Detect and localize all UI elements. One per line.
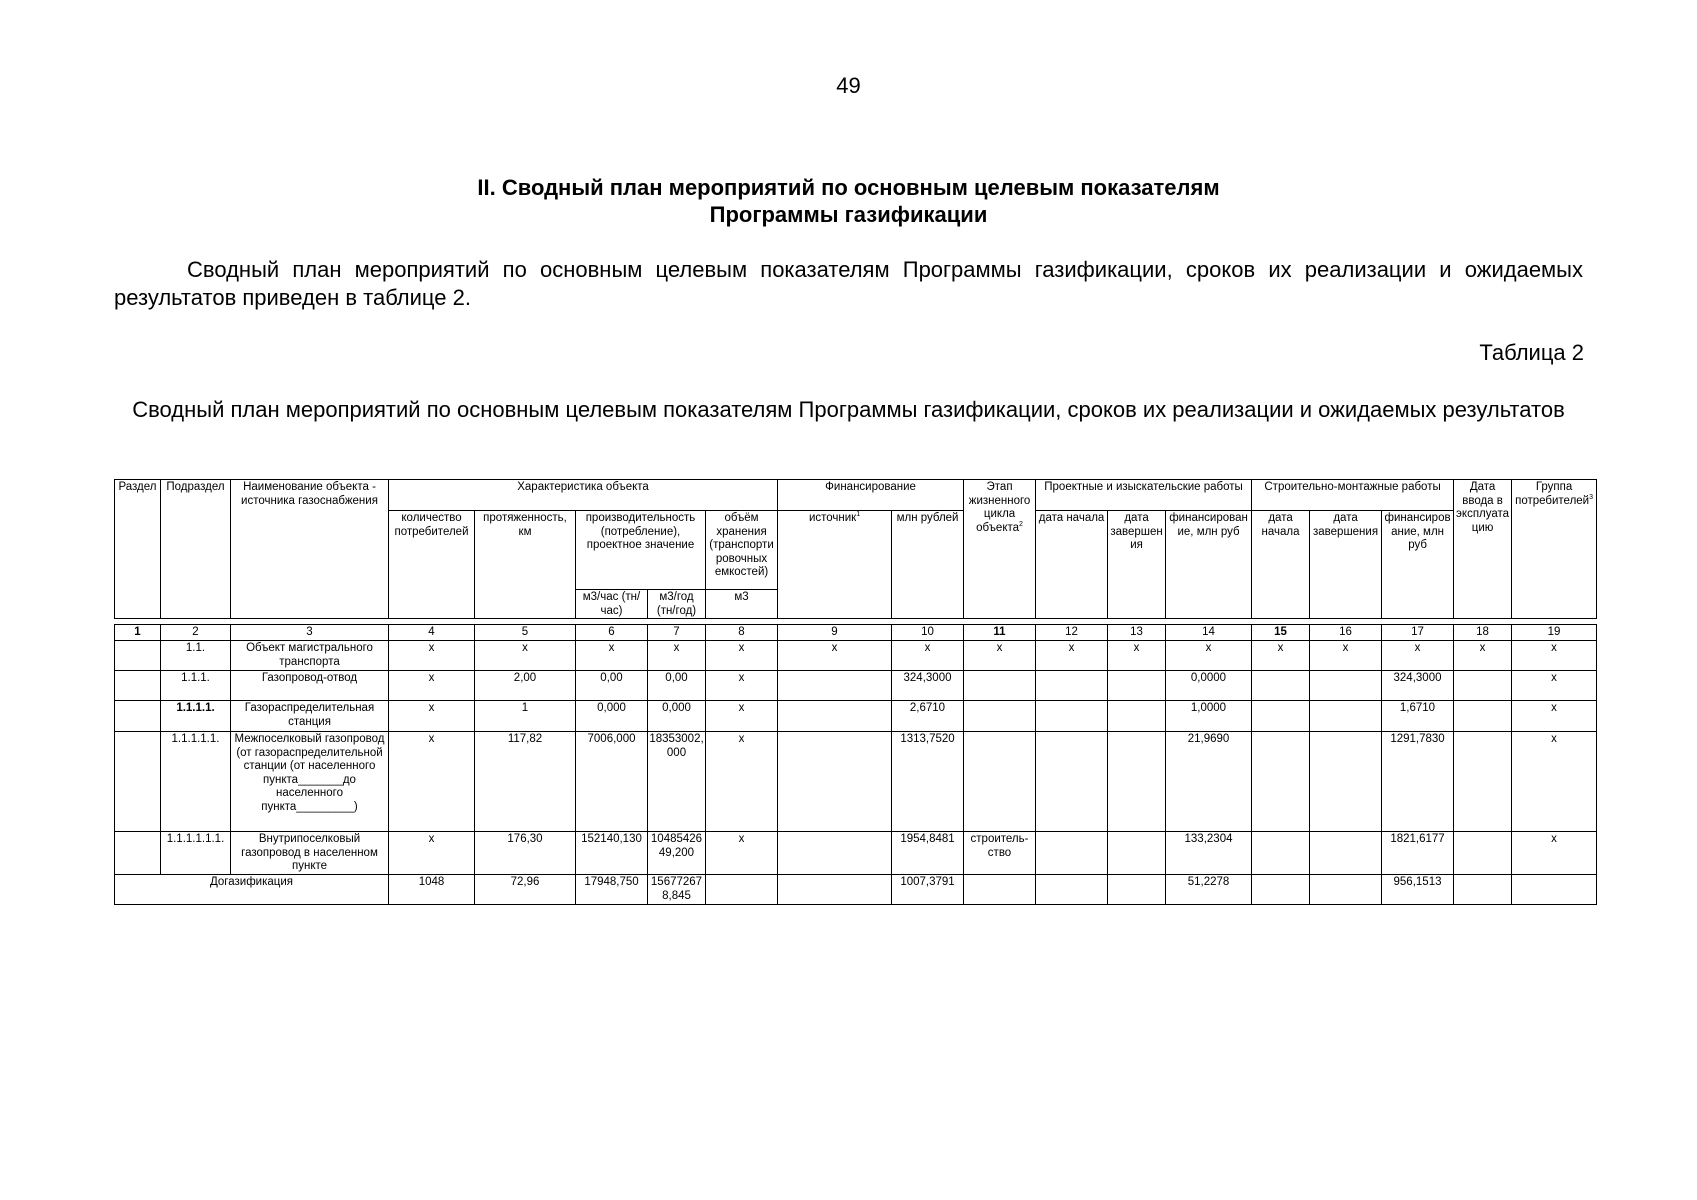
table-cell xyxy=(1108,701,1166,732)
table-cell: x xyxy=(1512,701,1597,732)
table-cell: x xyxy=(389,732,475,832)
table-cell xyxy=(1252,701,1310,732)
header-podrazdel: Подраздел xyxy=(161,480,231,619)
table-cell xyxy=(1310,875,1382,905)
table-cell: x xyxy=(706,832,778,875)
header-financing: Финансирование xyxy=(778,480,964,511)
table-cell xyxy=(1036,875,1108,905)
table-cell: Межпоселковый газопровод (от газораспределительной станции (от населенного пункта_______до населенного пункта_________) xyxy=(231,732,389,832)
table-cell: x xyxy=(1036,641,1108,671)
table-cell xyxy=(1454,875,1512,905)
table-header xyxy=(114,479,1597,619)
header-unit-m3: м3 xyxy=(706,590,778,619)
table-cell: 133,2304 xyxy=(1166,832,1252,875)
table-row xyxy=(115,671,1597,701)
column-number: 15 xyxy=(1252,625,1310,641)
table-cell: 956,1513 xyxy=(1382,875,1454,905)
table-cell xyxy=(1252,875,1310,905)
table-cell xyxy=(1108,875,1166,905)
column-number: 3 xyxy=(231,625,389,641)
table-cell: x xyxy=(1166,641,1252,671)
table-cell: 176,30 xyxy=(475,832,576,875)
table-cell: 1,0000 xyxy=(1166,701,1252,732)
table-cell xyxy=(964,701,1036,732)
table-cell: 2,00 xyxy=(475,671,576,701)
table-cell xyxy=(1454,732,1512,832)
header-unit-m3y: м3/год (тн/год) xyxy=(648,590,706,619)
table-cell: 1313,7520 xyxy=(892,732,964,832)
table-cell xyxy=(964,671,1036,701)
intro-paragraph: Сводный план мероприятий по основным целевым показателям Программы газификации, сроков их реализации и ожидаемых результатов приведен в таблице 2. xyxy=(114,257,1583,310)
column-number: 6 xyxy=(576,625,648,641)
table-cell: x xyxy=(1310,641,1382,671)
table-cell xyxy=(1454,701,1512,732)
column-number: 12 xyxy=(1036,625,1108,641)
column-number: 9 xyxy=(778,625,892,641)
column-number: 10 xyxy=(892,625,964,641)
table-cell: 1007,3791 xyxy=(892,875,964,905)
table-cell: x xyxy=(475,641,576,671)
table-cell: 0,000 xyxy=(648,701,706,732)
header-consumer-group: Группа потребителей$^3$ xyxy=(1512,480,1597,619)
table-cell: 0,00 xyxy=(576,671,648,701)
table-cell xyxy=(1512,875,1597,905)
header-object-name: Наименование объекта - источника газоснабжения xyxy=(231,480,389,619)
column-number: 16 xyxy=(1310,625,1382,641)
table-cell: x xyxy=(706,732,778,832)
table-cell: x xyxy=(892,641,964,671)
table-cell: Газопровод-отвод xyxy=(231,671,389,701)
table-row xyxy=(115,701,1597,732)
table-cell: x xyxy=(389,701,475,732)
table-cell: 1048 xyxy=(389,875,475,905)
column-number: 13 xyxy=(1108,625,1166,641)
table-cell xyxy=(1454,832,1512,875)
table-cell: 1954,8481 xyxy=(892,832,964,875)
table-cell: 51,2278 xyxy=(1166,875,1252,905)
table-cell: 1.1.1.1. xyxy=(161,701,231,732)
table-cell: строитель-ство xyxy=(964,832,1036,875)
table-cell xyxy=(1108,732,1166,832)
table-cell: x xyxy=(778,641,892,671)
table-cell xyxy=(1310,671,1382,701)
header-razdel: Раздел xyxy=(115,480,161,619)
table-cell: x xyxy=(1512,641,1597,671)
header-source: источник$^1$ xyxy=(778,511,892,619)
header-characteristics: Характеристика объекта xyxy=(389,480,778,511)
column-number: 4 xyxy=(389,625,475,641)
table-cell xyxy=(778,875,892,905)
table-cell: x xyxy=(1454,641,1512,671)
section-title-line1: II. Сводный план мероприятий по основным целевым показателям xyxy=(477,175,1220,200)
column-number: 11 xyxy=(964,625,1036,641)
table-cell: Внутрипоселковый газопровод в населенном пункте xyxy=(231,832,389,875)
header-design-end: дата завершения xyxy=(1108,511,1166,619)
page-number: 49 xyxy=(836,73,861,98)
table-cell: 117,82 xyxy=(475,732,576,832)
table-cell xyxy=(1036,732,1108,832)
column-number: 5 xyxy=(475,625,576,641)
table-cell: Объект магистрального транспорта xyxy=(231,641,389,671)
table-cell: Газораспределительная станция xyxy=(231,701,389,732)
header-constr-end: дата завершения xyxy=(1310,511,1382,619)
table-cell: x xyxy=(576,641,648,671)
table-cell xyxy=(778,671,892,701)
table-cell: 0,000 xyxy=(576,701,648,732)
table-cell: 18353002,000 xyxy=(648,732,706,832)
section-title xyxy=(0,174,1697,228)
table-cell xyxy=(1252,671,1310,701)
table-cell xyxy=(964,875,1036,905)
table-cell xyxy=(706,875,778,905)
column-number: 8 xyxy=(706,625,778,641)
total-row-label: Догазификация xyxy=(115,875,389,905)
table-cell xyxy=(1108,832,1166,875)
table-cell xyxy=(115,701,161,732)
table-cell: x xyxy=(1512,732,1597,832)
table-cell: x xyxy=(706,671,778,701)
table-cell: x xyxy=(389,832,475,875)
table-cell: 152140,130 xyxy=(576,832,648,875)
total-row xyxy=(115,875,1597,905)
table-cell: 1,6710 xyxy=(1382,701,1454,732)
column-number: 18 xyxy=(1454,625,1512,641)
table-cell: 72,96 xyxy=(475,875,576,905)
header-length: протяженность, км xyxy=(475,511,576,619)
table-cell: 0,00 xyxy=(648,671,706,701)
table-cell: x xyxy=(1382,641,1454,671)
table-cell xyxy=(1036,701,1108,732)
header-mln-rub: млн рублей xyxy=(892,511,964,619)
table-cell: 1 xyxy=(475,701,576,732)
header-constr-start: дата начала xyxy=(1252,511,1310,619)
table-cell xyxy=(1310,832,1382,875)
header-unit-m3h: м3/час (тн/час) xyxy=(576,590,648,619)
table-cell xyxy=(115,732,161,832)
table-row xyxy=(115,732,1597,832)
table-cell: x xyxy=(389,641,475,671)
table-cell: 1.1.1. xyxy=(161,671,231,701)
column-number: 14 xyxy=(1166,625,1252,641)
table-row xyxy=(115,641,1597,671)
table-cell: 1.1. xyxy=(161,641,231,671)
table-cell xyxy=(1454,671,1512,701)
table-cell: 1291,7830 xyxy=(1382,732,1454,832)
table-cell: x xyxy=(648,641,706,671)
table-cell: 324,3000 xyxy=(892,671,964,701)
table-row xyxy=(115,832,1597,875)
column-number: 19 xyxy=(1512,625,1597,641)
table-cell: x xyxy=(706,701,778,732)
table-cell: 2,6710 xyxy=(892,701,964,732)
table-cell xyxy=(778,701,892,732)
table-cell xyxy=(1036,671,1108,701)
column-number: 17 xyxy=(1382,625,1454,641)
table-cell xyxy=(964,732,1036,832)
header-design-financing: финансирование, млн руб xyxy=(1166,511,1252,619)
table-cell: x xyxy=(706,641,778,671)
header-lifecycle: Этап жизненного цикла объекта$^2$ xyxy=(964,480,1036,619)
table-cell: 1821,6177 xyxy=(1382,832,1454,875)
table-cell xyxy=(1310,701,1382,732)
table-cell: x xyxy=(1512,832,1597,875)
table-label: Таблица 2 xyxy=(1479,340,1584,365)
table-caption: Сводный план мероприятий по основным целевым показателям Программы газификации, сроков их реализации и ожидаемых результатов xyxy=(132,397,1565,422)
header-commission-date: Дата ввода в эксплуатацию xyxy=(1454,480,1512,619)
column-number: 1 xyxy=(115,625,161,641)
table-cell xyxy=(115,641,161,671)
table-cell xyxy=(115,832,161,875)
table-cell: x xyxy=(389,671,475,701)
table-cell: 0,0000 xyxy=(1166,671,1252,701)
header-storage: объём хранения (транспортировочных емкостей) xyxy=(706,511,778,590)
table-cell xyxy=(778,832,892,875)
table-cell xyxy=(778,732,892,832)
column-number: 2 xyxy=(161,625,231,641)
header-design-start: дата начала xyxy=(1036,511,1108,619)
table-cell: x xyxy=(1108,641,1166,671)
table-cell: x xyxy=(964,641,1036,671)
column-number: 7 xyxy=(648,625,706,641)
table-body xyxy=(114,624,1597,905)
table-cell: 1.1.1.1.1. xyxy=(161,732,231,832)
table-cell xyxy=(115,671,161,701)
table-cell xyxy=(1252,832,1310,875)
table-cell: 156772678,845 xyxy=(648,875,706,905)
table-cell: 21,9690 xyxy=(1166,732,1252,832)
header-constr-financing: финансирование, млн руб xyxy=(1382,511,1454,619)
header-construction-works: Строительно-монтажные работы xyxy=(1252,480,1454,511)
table-cell: x xyxy=(1512,671,1597,701)
table-cell: 17948,750 xyxy=(576,875,648,905)
table-cell xyxy=(1036,832,1108,875)
table-cell: 1048542649,200 xyxy=(648,832,706,875)
table-cell: 7006,000 xyxy=(576,732,648,832)
table-cell: 324,3000 xyxy=(1382,671,1454,701)
section-title-line2: Программы газификации xyxy=(709,202,988,227)
table-cell xyxy=(1252,732,1310,832)
table-cell: 1.1.1.1.1.1. xyxy=(161,832,231,875)
table-cell: x xyxy=(1252,641,1310,671)
header-capacity: производительность (потребление), проектное значение xyxy=(576,511,706,590)
table-cell xyxy=(1310,732,1382,832)
header-design-works: Проектные и изыскательские работы xyxy=(1036,480,1252,511)
header-consumers-count: количество потребителей xyxy=(389,511,475,619)
table-cell xyxy=(1108,671,1166,701)
column-number-row xyxy=(115,625,1597,641)
